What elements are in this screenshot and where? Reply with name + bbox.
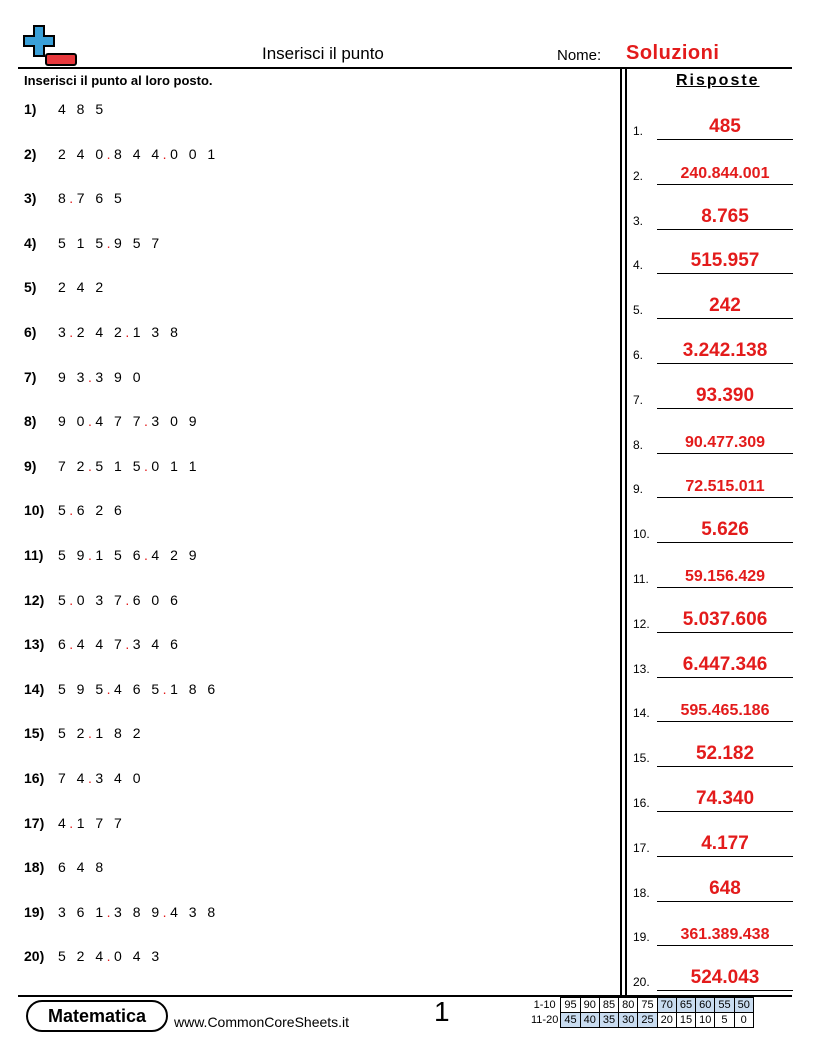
digit-group: 5 2 4 bbox=[58, 948, 107, 965]
decimal-point: . bbox=[106, 948, 115, 965]
decimal-point: . bbox=[87, 547, 96, 563]
answer-value: 72.515.011 bbox=[685, 478, 765, 496]
question-digits bbox=[58, 948, 163, 964]
answer-line bbox=[657, 856, 793, 857]
answer-item bbox=[633, 468, 793, 498]
digit-group: 1 8 2 bbox=[95, 725, 144, 742]
answer-index: 8. bbox=[633, 437, 644, 452]
instructions: Inserisci il punto al loro posto. bbox=[24, 73, 213, 88]
question-digits bbox=[58, 681, 219, 697]
question-digits bbox=[58, 146, 219, 162]
digit-group: 0 3 7 bbox=[76, 591, 126, 608]
digit-group: 8 bbox=[58, 190, 70, 207]
answer-item bbox=[633, 648, 793, 678]
brand-badge: Matematica bbox=[26, 1000, 168, 1032]
digit-group: 6 bbox=[58, 636, 70, 653]
plus-minus-logo-icon bbox=[20, 24, 80, 68]
question-digits bbox=[58, 458, 200, 474]
digit-group: 9 3 bbox=[58, 368, 88, 385]
question-digits bbox=[58, 502, 125, 518]
page-title: Inserisci il punto bbox=[262, 44, 384, 63]
answer-value: 485 bbox=[709, 116, 741, 137]
decimal-point: . bbox=[69, 190, 77, 207]
digit-group: 6 2 6 bbox=[76, 502, 126, 519]
answer-line bbox=[657, 229, 793, 230]
answer-value: 242 bbox=[709, 295, 741, 317]
answer-index: 11. bbox=[633, 572, 649, 586]
question-item bbox=[24, 324, 181, 340]
answer-line bbox=[657, 542, 793, 543]
question-item bbox=[24, 502, 125, 518]
question-digits bbox=[58, 369, 144, 385]
question-item bbox=[24, 592, 181, 608]
question-item bbox=[24, 859, 107, 875]
answer-index: 19. bbox=[633, 930, 650, 945]
question-digits bbox=[58, 279, 107, 295]
question-number: 11) bbox=[24, 547, 44, 563]
question-number: 10) bbox=[24, 502, 45, 519]
question-item bbox=[24, 146, 219, 162]
decimal-point: . bbox=[87, 368, 96, 385]
question-digits bbox=[58, 324, 181, 340]
answer-item bbox=[633, 110, 793, 140]
question-number: 6) bbox=[24, 324, 37, 340]
digit-group: 6 4 8 bbox=[58, 859, 107, 876]
digit-group: 3 bbox=[58, 324, 70, 340]
question-number: 13) bbox=[24, 636, 45, 653]
question-number: 18) bbox=[24, 859, 45, 876]
score-cell: 30 bbox=[619, 1013, 638, 1028]
digit-group: 0 0 1 bbox=[170, 145, 219, 162]
question-item bbox=[24, 636, 181, 652]
answer-value: 4.177 bbox=[701, 832, 749, 854]
question-item bbox=[24, 948, 163, 964]
digit-group: 5 bbox=[58, 502, 70, 519]
decimal-point: . bbox=[106, 680, 115, 697]
decimal-point: . bbox=[87, 413, 96, 430]
answer-index: 4. bbox=[633, 258, 644, 273]
digit-group: 2 4 2 bbox=[76, 324, 126, 340]
answer-line bbox=[657, 363, 793, 364]
answer-item bbox=[633, 558, 793, 588]
digit-group: 3 6 1 bbox=[58, 903, 107, 920]
digit-group: 9 5 7 bbox=[114, 234, 163, 251]
answer-index: 1. bbox=[633, 124, 644, 138]
digit-group: 4 bbox=[58, 814, 70, 831]
answer-item bbox=[633, 200, 793, 230]
digit-group: 1 7 7 bbox=[76, 814, 126, 831]
answer-line bbox=[657, 901, 793, 902]
question-number: 8) bbox=[24, 413, 37, 430]
decimal-point: . bbox=[162, 680, 171, 697]
question-number: 2) bbox=[24, 145, 37, 162]
decimal-point: . bbox=[69, 636, 77, 653]
name-label: Nome: bbox=[557, 47, 602, 64]
question-digits bbox=[58, 859, 107, 875]
score-cell: 0 bbox=[734, 1013, 753, 1028]
answer-line bbox=[657, 318, 793, 319]
name-value: Soluzioni bbox=[626, 42, 720, 64]
question-item bbox=[24, 547, 200, 563]
answer-item bbox=[633, 961, 793, 991]
digit-group: 8 4 4 bbox=[114, 145, 163, 162]
answer-index: 7. bbox=[633, 392, 644, 407]
question-number: 20) bbox=[24, 948, 45, 965]
answer-index: 15. bbox=[633, 751, 650, 766]
digit-group: 7 2 bbox=[58, 457, 88, 474]
question-number: 12) bbox=[24, 591, 45, 608]
decimal-point: . bbox=[87, 725, 96, 742]
digit-group: 1 5 6 bbox=[95, 547, 144, 563]
answer-item bbox=[633, 379, 793, 409]
column-divider-right bbox=[625, 67, 627, 995]
answer-index: 9. bbox=[633, 482, 644, 497]
answer-value: 240.844.001 bbox=[680, 164, 770, 182]
score-cell: 95 bbox=[561, 998, 580, 1013]
answer-index: 16. bbox=[633, 796, 650, 810]
question-number: 15) bbox=[24, 725, 45, 742]
question-item bbox=[24, 815, 125, 831]
decimal-point: . bbox=[125, 591, 133, 608]
score-cell: 80 bbox=[619, 998, 638, 1013]
score-cell: 10 bbox=[696, 1013, 715, 1028]
answer-value: 93.390 bbox=[695, 384, 755, 406]
question-item bbox=[24, 369, 144, 385]
decimal-point: . bbox=[162, 903, 171, 920]
digit-group: 1 8 6 bbox=[170, 680, 219, 697]
question-number: 7) bbox=[24, 368, 37, 385]
digit-group: 3 8 9 bbox=[114, 903, 163, 920]
decimal-point: . bbox=[87, 770, 96, 786]
score-cell: 75 bbox=[638, 998, 657, 1013]
answer-value: 595.465.186 bbox=[680, 702, 770, 720]
question-item bbox=[24, 101, 107, 117]
score-cell: 50 bbox=[734, 998, 753, 1013]
answer-index: 12. bbox=[633, 616, 650, 631]
score-cell: 45 bbox=[561, 1013, 580, 1028]
question-item bbox=[24, 190, 125, 206]
digit-group: 4 4 7 bbox=[76, 636, 126, 653]
answer-item bbox=[633, 827, 793, 857]
decimal-point: . bbox=[106, 903, 115, 920]
digit-group: 4 7 7 bbox=[95, 413, 144, 430]
answers-title: Risposte bbox=[676, 72, 760, 89]
decimal-point: . bbox=[162, 145, 171, 162]
decimal-point: . bbox=[69, 591, 77, 608]
decimal-point: . bbox=[144, 547, 152, 563]
digit-group: 0 1 1 bbox=[151, 457, 201, 474]
answer-value: 52.182 bbox=[695, 743, 755, 765]
question-number: 17) bbox=[24, 814, 45, 831]
digit-group: 5 1 5 bbox=[95, 457, 144, 474]
decimal-point: . bbox=[106, 234, 115, 251]
answer-index: 18. bbox=[633, 885, 650, 900]
digit-group: 5 9 bbox=[58, 547, 88, 563]
answer-index: 13. bbox=[633, 661, 650, 676]
answer-item bbox=[633, 289, 793, 319]
digit-group: 7 4 bbox=[58, 770, 88, 786]
answer-line bbox=[657, 632, 793, 633]
question-number: 14) bbox=[24, 680, 45, 697]
digit-group: 6 0 6 bbox=[132, 591, 182, 608]
question-item bbox=[24, 725, 144, 741]
answer-item bbox=[633, 424, 793, 454]
answer-index: 5. bbox=[633, 303, 644, 318]
page-number: 1 bbox=[434, 996, 450, 1027]
question-number: 16) bbox=[24, 770, 45, 786]
answer-item bbox=[633, 782, 793, 812]
answer-line bbox=[657, 766, 793, 767]
answer-value: 5.626 bbox=[701, 519, 749, 541]
answer-line bbox=[657, 721, 793, 722]
answer-value: 3.242.138 bbox=[682, 340, 768, 361]
decimal-point: . bbox=[69, 324, 77, 340]
question-item bbox=[24, 681, 219, 697]
question-item bbox=[24, 235, 163, 251]
score-cell: 60 bbox=[696, 998, 715, 1013]
answer-line bbox=[657, 990, 793, 991]
digit-group: 4 2 9 bbox=[151, 547, 201, 563]
score-cell: 5 bbox=[715, 1013, 734, 1028]
answer-index: 2. bbox=[633, 168, 644, 183]
question-digits bbox=[58, 904, 219, 920]
question-digits bbox=[58, 592, 181, 608]
answer-value: 524.043 bbox=[690, 967, 760, 989]
digit-group: 4 3 8 bbox=[170, 903, 219, 920]
decimal-point: . bbox=[144, 413, 152, 430]
answer-item bbox=[633, 692, 793, 722]
score-cell: 25 bbox=[638, 1013, 657, 1028]
answer-value: 74.340 bbox=[695, 788, 755, 809]
question-item bbox=[24, 770, 144, 786]
score-row-label: 1-10 bbox=[533, 999, 556, 1011]
answer-value: 648 bbox=[709, 877, 741, 899]
digit-group: 5 bbox=[58, 591, 70, 608]
score-cell: 65 bbox=[676, 998, 695, 1013]
question-item bbox=[24, 904, 219, 920]
answer-index: 10. bbox=[633, 527, 650, 542]
question-digits bbox=[58, 101, 107, 117]
question-digits bbox=[58, 770, 144, 786]
answer-value: 5.037.606 bbox=[682, 608, 768, 630]
score-row bbox=[528, 1013, 753, 1028]
answer-item bbox=[633, 334, 793, 364]
digit-group: 9 0 bbox=[58, 413, 88, 430]
answer-value: 515.957 bbox=[690, 250, 760, 272]
answer-value: 59.156.429 bbox=[684, 568, 766, 585]
question-digits bbox=[58, 547, 200, 563]
answer-item bbox=[633, 513, 793, 543]
score-cell: 85 bbox=[599, 998, 618, 1013]
answer-line bbox=[657, 497, 793, 498]
question-item bbox=[24, 458, 200, 474]
answer-line bbox=[657, 184, 793, 185]
question-number: 4) bbox=[24, 234, 37, 251]
answer-index: 14. bbox=[633, 706, 650, 721]
question-item bbox=[24, 413, 200, 429]
answer-line bbox=[657, 587, 793, 588]
answer-item bbox=[633, 603, 793, 633]
digit-group: 3 9 0 bbox=[95, 368, 144, 385]
digit-group: 5 2 bbox=[58, 725, 88, 742]
digit-group: 3 4 6 bbox=[132, 636, 182, 653]
answer-value: 90.477.309 bbox=[684, 433, 766, 451]
digit-group: 7 6 5 bbox=[76, 190, 126, 207]
answer-item bbox=[633, 916, 793, 946]
question-digits bbox=[58, 815, 125, 831]
question-digits bbox=[58, 725, 144, 741]
answer-index: 3. bbox=[633, 213, 644, 228]
digit-group: 2 4 0 bbox=[58, 145, 107, 162]
decimal-point: . bbox=[125, 636, 133, 653]
answer-value: 8.765 bbox=[701, 205, 749, 227]
answer-item bbox=[633, 737, 793, 767]
digit-group: 1 3 8 bbox=[132, 324, 182, 340]
digit-group: 0 4 3 bbox=[114, 948, 163, 965]
question-item bbox=[24, 279, 107, 295]
answer-line bbox=[657, 945, 793, 946]
column-divider-left bbox=[620, 67, 622, 995]
answer-line bbox=[657, 408, 793, 409]
answer-value: 6.447.346 bbox=[682, 653, 768, 675]
decimal-point: . bbox=[144, 457, 152, 474]
question-digits bbox=[58, 636, 181, 652]
score-cell: 90 bbox=[580, 998, 599, 1013]
header-divider bbox=[18, 67, 792, 69]
answer-line bbox=[657, 677, 793, 678]
answer-index: 17. bbox=[633, 840, 650, 855]
score-row-label: 11-20 bbox=[531, 1014, 559, 1026]
digit-group: 4 8 5 bbox=[58, 101, 107, 117]
digit-group: 5 9 5 bbox=[58, 680, 107, 697]
score-cell: 70 bbox=[657, 998, 676, 1013]
site-url: www.CommonCoreSheets.it bbox=[174, 1014, 350, 1030]
digit-group: 3 4 0 bbox=[95, 770, 144, 786]
answer-line bbox=[657, 453, 793, 454]
answer-index: 20. bbox=[633, 975, 650, 990]
question-number: 9) bbox=[24, 457, 37, 474]
answer-index: 6. bbox=[633, 348, 644, 362]
score-cell: 40 bbox=[580, 1013, 599, 1028]
score-cell: 20 bbox=[657, 1013, 676, 1028]
answer-item bbox=[633, 155, 793, 185]
digit-group: 2 4 2 bbox=[58, 279, 107, 296]
question-number: 5) bbox=[24, 279, 37, 296]
answer-line bbox=[657, 811, 793, 812]
answer-item bbox=[633, 244, 793, 274]
question-digits bbox=[58, 235, 163, 251]
question-number: 19) bbox=[24, 903, 45, 920]
answer-value: 361.389.438 bbox=[680, 926, 770, 944]
score-cell: 15 bbox=[676, 1013, 695, 1028]
question-number: 3) bbox=[24, 190, 37, 207]
decimal-point: . bbox=[125, 324, 133, 340]
decimal-point: . bbox=[69, 502, 77, 519]
score-table bbox=[528, 997, 754, 1028]
digit-group: 5 1 5 bbox=[58, 234, 107, 251]
score-cell: 35 bbox=[599, 1013, 618, 1028]
answer-line bbox=[657, 273, 793, 274]
decimal-point: . bbox=[106, 145, 115, 162]
decimal-point: . bbox=[87, 457, 96, 474]
answer-item bbox=[633, 872, 793, 902]
digit-group: 3 0 9 bbox=[151, 413, 201, 430]
question-digits bbox=[58, 413, 200, 429]
score-row bbox=[528, 998, 753, 1013]
digit-group: 4 6 5 bbox=[114, 680, 163, 697]
answer-line bbox=[657, 139, 793, 140]
score-cell: 55 bbox=[715, 998, 734, 1013]
decimal-point: . bbox=[69, 814, 77, 831]
question-digits bbox=[58, 190, 125, 206]
question-number: 1) bbox=[24, 101, 37, 117]
